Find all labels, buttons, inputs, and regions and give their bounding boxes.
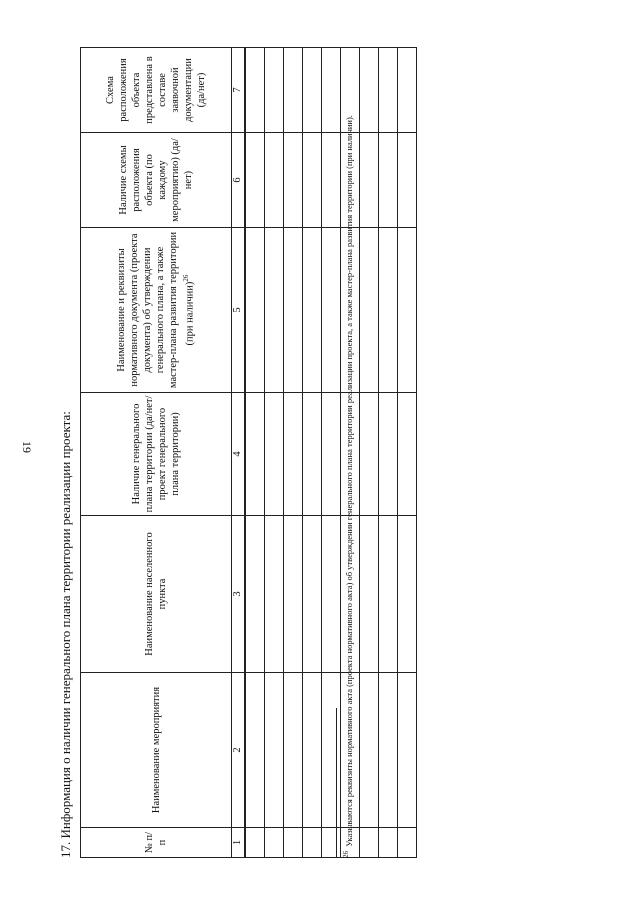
header-cell: Наличие схемы расположения объекта (по каждому мероприятию) (да/нет) <box>81 133 232 228</box>
table-cell[interactable] <box>284 393 303 516</box>
table-cell[interactable] <box>265 133 284 228</box>
table-cell[interactable] <box>245 673 265 828</box>
header-cell: Схема расположения объекта представлена в составе заявочной документации (да/нет) <box>81 48 232 133</box>
table-cell[interactable] <box>245 516 265 673</box>
footnote <box>341 48 355 858</box>
table-cell[interactable] <box>284 828 303 858</box>
column-number: 5 <box>232 228 246 393</box>
table-cell[interactable] <box>265 48 284 133</box>
column-number: 1 <box>232 828 246 858</box>
table-cell[interactable] <box>322 828 341 858</box>
table-cell[interactable] <box>398 828 417 858</box>
table-row <box>284 48 303 858</box>
table-cell[interactable] <box>245 393 265 516</box>
table-cell[interactable] <box>284 228 303 393</box>
column-number: 3 <box>232 516 246 673</box>
column-number: 7 <box>232 48 246 133</box>
header-cell <box>81 228 232 393</box>
table-cell[interactable] <box>245 228 265 393</box>
header-cell: № п/п <box>81 828 232 858</box>
table-cell[interactable] <box>303 516 322 673</box>
footnote-text: Указываются реквизиты нормативного акта (проекта нормативного акта) об утверждении генерального плана территории реализации проекта, а также мастер-плана развития территории (при наличии). <box>343 115 354 847</box>
table-cell[interactable] <box>360 133 379 228</box>
table-cell[interactable] <box>322 228 341 393</box>
table-cell[interactable] <box>265 228 284 393</box>
table-cell[interactable] <box>265 393 284 516</box>
table-row <box>245 48 265 858</box>
table-cell[interactable] <box>245 828 265 858</box>
table-cell[interactable] <box>322 393 341 516</box>
table-cell[interactable] <box>398 673 417 828</box>
table-cell[interactable] <box>322 133 341 228</box>
column-number: 6 <box>232 133 246 228</box>
table-cell[interactable] <box>398 133 417 228</box>
column-number-row <box>232 48 246 858</box>
table-cell[interactable] <box>360 673 379 828</box>
table-row <box>379 48 398 858</box>
header-cell: Наименование населенного пункта <box>81 516 232 673</box>
table-cell[interactable] <box>379 828 398 858</box>
table-cell[interactable] <box>379 516 398 673</box>
footnote-ref: 26 <box>182 274 191 282</box>
table-cell[interactable] <box>379 393 398 516</box>
table-row <box>265 48 284 858</box>
table-cell[interactable] <box>379 673 398 828</box>
table-cell[interactable] <box>398 516 417 673</box>
header-text: Наименование и реквизиты нормативного документа (проекта документа) об утверждении генерального плана, а также мастер-плана развития территории (при наличии) <box>116 231 196 389</box>
table-cell[interactable] <box>265 673 284 828</box>
table-cell[interactable] <box>379 228 398 393</box>
table-cell[interactable] <box>265 516 284 673</box>
table-cell[interactable] <box>360 393 379 516</box>
table-cell[interactable] <box>303 828 322 858</box>
territory-plan-table <box>80 47 417 858</box>
table-cell[interactable] <box>398 48 417 133</box>
footnote-divider <box>336 708 337 858</box>
page-number: 19 <box>20 441 34 453</box>
table-cell[interactable] <box>379 133 398 228</box>
table-cell[interactable] <box>284 673 303 828</box>
table-cell[interactable] <box>379 48 398 133</box>
table-cell[interactable] <box>360 48 379 133</box>
rotated-page-content <box>58 48 378 858</box>
column-number: 2 <box>232 673 246 828</box>
table-cell[interactable] <box>303 228 322 393</box>
column-number: 4 <box>232 393 246 516</box>
header-cell: Наличие генерального плана территории (да/нет/проект генерального плана территории) <box>81 393 232 516</box>
table-row <box>360 48 379 858</box>
table-cell[interactable] <box>322 48 341 133</box>
table-cell[interactable] <box>303 673 322 828</box>
table-cell[interactable] <box>398 393 417 516</box>
table-cell[interactable] <box>284 133 303 228</box>
table-cell[interactable] <box>303 133 322 228</box>
table-row <box>303 48 322 858</box>
section-heading: 17. Информация о наличии генерального плана территории реализации проекта: <box>58 411 73 858</box>
table-cell[interactable] <box>265 828 284 858</box>
table-cell[interactable] <box>322 673 341 828</box>
table-row <box>322 48 341 858</box>
table-cell[interactable] <box>322 516 341 673</box>
header-cell: Наименование мероприятия <box>81 673 232 828</box>
table-cell[interactable] <box>360 516 379 673</box>
table-row <box>398 48 417 858</box>
header-row <box>81 48 232 858</box>
table-cell[interactable] <box>398 228 417 393</box>
table-cell[interactable] <box>284 48 303 133</box>
table-cell[interactable] <box>245 133 265 228</box>
table-cell[interactable] <box>303 393 322 516</box>
table-cell[interactable] <box>360 228 379 393</box>
table-cell[interactable] <box>303 48 322 133</box>
table-cell[interactable] <box>360 828 379 858</box>
footnote-mark: 26 <box>342 851 350 858</box>
table-cell[interactable] <box>245 48 265 133</box>
table-cell[interactable] <box>284 516 303 673</box>
